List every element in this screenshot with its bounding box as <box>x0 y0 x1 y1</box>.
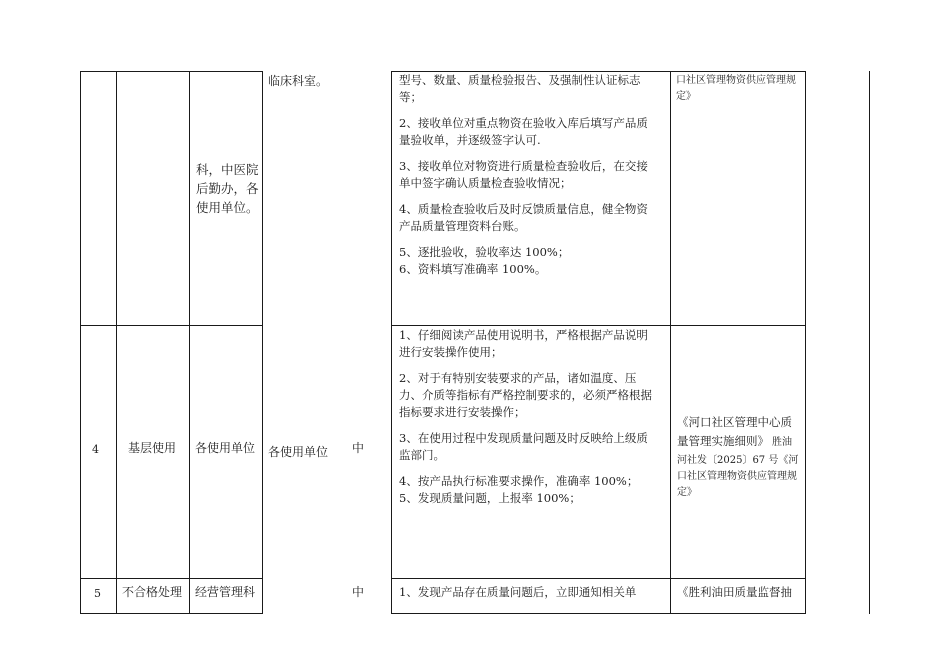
responsible-cell: 各使用单位 <box>195 441 256 455</box>
basis-cell <box>677 414 798 501</box>
requirements-cell <box>399 72 648 287</box>
requirement-line: 指标要求进行安装操作； <box>399 405 526 419</box>
requirement-paragraph <box>399 115 648 149</box>
col-line-6 <box>670 71 671 614</box>
level-cell: 中 <box>352 441 365 455</box>
col-line-2 <box>189 71 190 614</box>
requirement-line: 2、对于有特别安装要求的产品，诸如温度、压 <box>399 371 637 385</box>
requirement-paragraph <box>399 370 652 421</box>
basis-line: 口社区管理物资供应管理规 <box>677 471 797 482</box>
col-line-5 <box>391 71 392 614</box>
row-number: 4 <box>92 443 99 456</box>
row-number: 5 <box>94 587 101 600</box>
requirement-line: 6、资料填写准确率 100%。 <box>399 262 547 276</box>
requirement-line: 监部门。 <box>399 448 445 462</box>
row-divider-4-5-right <box>391 578 806 579</box>
basis-line-with-suffix <box>677 431 798 451</box>
basis-line: 《河口社区管理中心质 <box>677 415 792 429</box>
requirement-line: 量验收单，并逐级签字认可. <box>399 133 541 147</box>
requirement-paragraph <box>399 158 648 192</box>
requirement-line: 单中签字确认质量检查验收情况； <box>399 176 572 190</box>
requirement-line: 型号、数量、质量检验报告、及强制性认证标志 <box>399 73 641 87</box>
requirement-line: 2、接收单位对重点物资在验收入库后填写产品质 <box>399 116 648 130</box>
requirement-paragraph <box>399 201 648 235</box>
basis-cell <box>676 73 796 105</box>
cooperate-cell: 各使用单位 <box>268 445 329 459</box>
requirement-line: 4、按产品执行标准要求操作，准确率 100%； <box>399 474 639 488</box>
col-line-1 <box>116 71 117 614</box>
row-divider-3-4-left <box>80 325 263 326</box>
basis-line: 定》 <box>676 91 696 102</box>
dept-line: 科，中医院 <box>196 162 259 177</box>
requirement-line: 3、在使用过程中发现质量问题及时反映给上级质 <box>399 431 648 445</box>
col-line-7 <box>805 71 806 614</box>
requirement-line: 5、发现质量问题，上报率 100%； <box>399 491 581 505</box>
requirement-paragraph <box>399 473 652 507</box>
stage-cell: 基层使用 <box>128 441 177 455</box>
col-line-0 <box>80 71 81 614</box>
row-divider-bottom-right <box>391 613 806 614</box>
col4-text: 临床科室。 <box>268 74 329 88</box>
col-line-3 <box>262 71 263 614</box>
row-divider-bottom-left <box>80 613 263 614</box>
basis-line: 《胜利油田质量监督抽 <box>677 585 792 599</box>
requirement-paragraph <box>399 327 652 361</box>
dept-line: 后勤办，各 <box>196 181 259 196</box>
basis-line: 河社发〔2025〕67 号《河 <box>677 455 799 466</box>
basis-suffix: 胜油 <box>772 437 792 448</box>
dept-line: 使用单位。 <box>196 200 259 215</box>
requirements-cell <box>399 327 652 516</box>
requirement-paragraph <box>399 72 648 106</box>
requirement-line: 1、发现产品存在质量问题后，立即通知相关单 <box>399 585 637 599</box>
page-edge-line <box>869 71 870 614</box>
requirement-line: 等； <box>399 90 422 104</box>
requirement-line: 4、质量检查验收后及时反馈质量信息，健全物资 <box>399 202 648 216</box>
basis-line: 定》 <box>677 487 697 498</box>
requirement-paragraph <box>399 430 652 464</box>
dept-cell <box>196 160 259 217</box>
basis-text: 量管理实施细则》 <box>677 434 769 448</box>
requirement-line: 产品质量管理资料台账。 <box>399 219 526 233</box>
row-divider-4-5-left <box>80 578 263 579</box>
requirement-line: 进行安装操作使用； <box>399 345 503 359</box>
basis-line: 口社区管理物资供应管理规 <box>676 75 796 86</box>
responsible-cell: 经营管理科 <box>195 585 256 599</box>
requirement-line: 力、介质等指标有严格控制要求的，必须严格根据 <box>399 388 652 402</box>
level-cell: 中 <box>352 585 365 599</box>
basis-small-block <box>677 453 798 501</box>
requirement-line: 3、接收单位对物资进行质量检查验收后，在交接 <box>399 159 648 173</box>
row-divider-top-left <box>80 71 263 72</box>
requirement-paragraph <box>399 244 648 278</box>
stage-cell: 不合格处理 <box>122 585 183 599</box>
requirement-line: 5、逐批验收，验收率达 100%； <box>399 245 570 259</box>
row-divider-3-4-right <box>391 325 806 326</box>
requirement-line: 1、仔细阅读产品使用说明书，严格根据产品说明 <box>399 328 648 342</box>
